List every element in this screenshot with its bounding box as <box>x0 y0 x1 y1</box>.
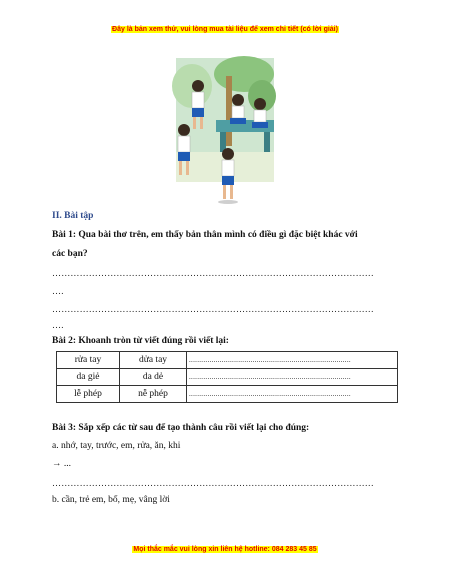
preview-notice <box>0 26 450 33</box>
answer-line-1-end: …. <box>52 286 64 296</box>
write-blank: ............................................................................... <box>187 352 398 369</box>
word-option-a: da giẻ <box>57 369 120 386</box>
contact-notice-text: Mọi thắc mắc vui lòng xin liên hệ hotline: 084 283 45 85 <box>133 546 317 553</box>
write-blank: ............................................................................... <box>187 369 398 386</box>
word-option-b: dửa tay <box>120 352 187 369</box>
contact-notice <box>0 546 450 553</box>
word-choice-table <box>56 351 398 403</box>
answer-line-1: …………………………………………………………………………………………… <box>52 268 374 278</box>
answer-line-3: …………………………………………………………………………………………… <box>52 478 374 488</box>
answer-line-2: …………………………………………………………………………………………… <box>52 304 374 314</box>
exercise1-question-line2: các bạn? <box>52 249 88 259</box>
exercise1-question-line1: Bài 1: Qua bài thơ trên, em thấy bản thân mình có điều gì đặc biệt khác với <box>52 230 358 240</box>
table-row <box>57 352 398 369</box>
exercise3-title: Bài 3: Sắp xếp các từ sau để tạo thành câu rồi viết lại cho đúng: <box>52 423 310 433</box>
exercise2-title: Bài 2: Khoanh tròn từ viết đúng rồi viết lại: <box>52 336 229 346</box>
word-option-b: da dẻ <box>120 369 187 386</box>
preview-notice-text: Đây là bản xem thử, vui lòng mua tài liệu để xem chi tiết (có lời giải) <box>112 26 338 33</box>
children-illustration <box>172 56 278 206</box>
exercise3-item-a: a. nhớ, tay, trước, em, rửa, ăn, khi <box>52 441 181 451</box>
word-option-a: rửa tay <box>57 352 120 369</box>
answer-line-2-end: …. <box>52 320 64 330</box>
arrow-answer: → ... <box>52 459 71 469</box>
word-option-a: lễ phép <box>57 386 120 403</box>
section-title: II. Bài tập <box>52 211 94 221</box>
write-blank: ............................................................................... <box>187 386 398 403</box>
exercise3-item-b: b. cần, trẻ em, bố, mẹ, vâng lời <box>52 495 170 505</box>
word-option-b: nễ phép <box>120 386 187 403</box>
table-row <box>57 386 398 403</box>
table-row <box>57 369 398 386</box>
